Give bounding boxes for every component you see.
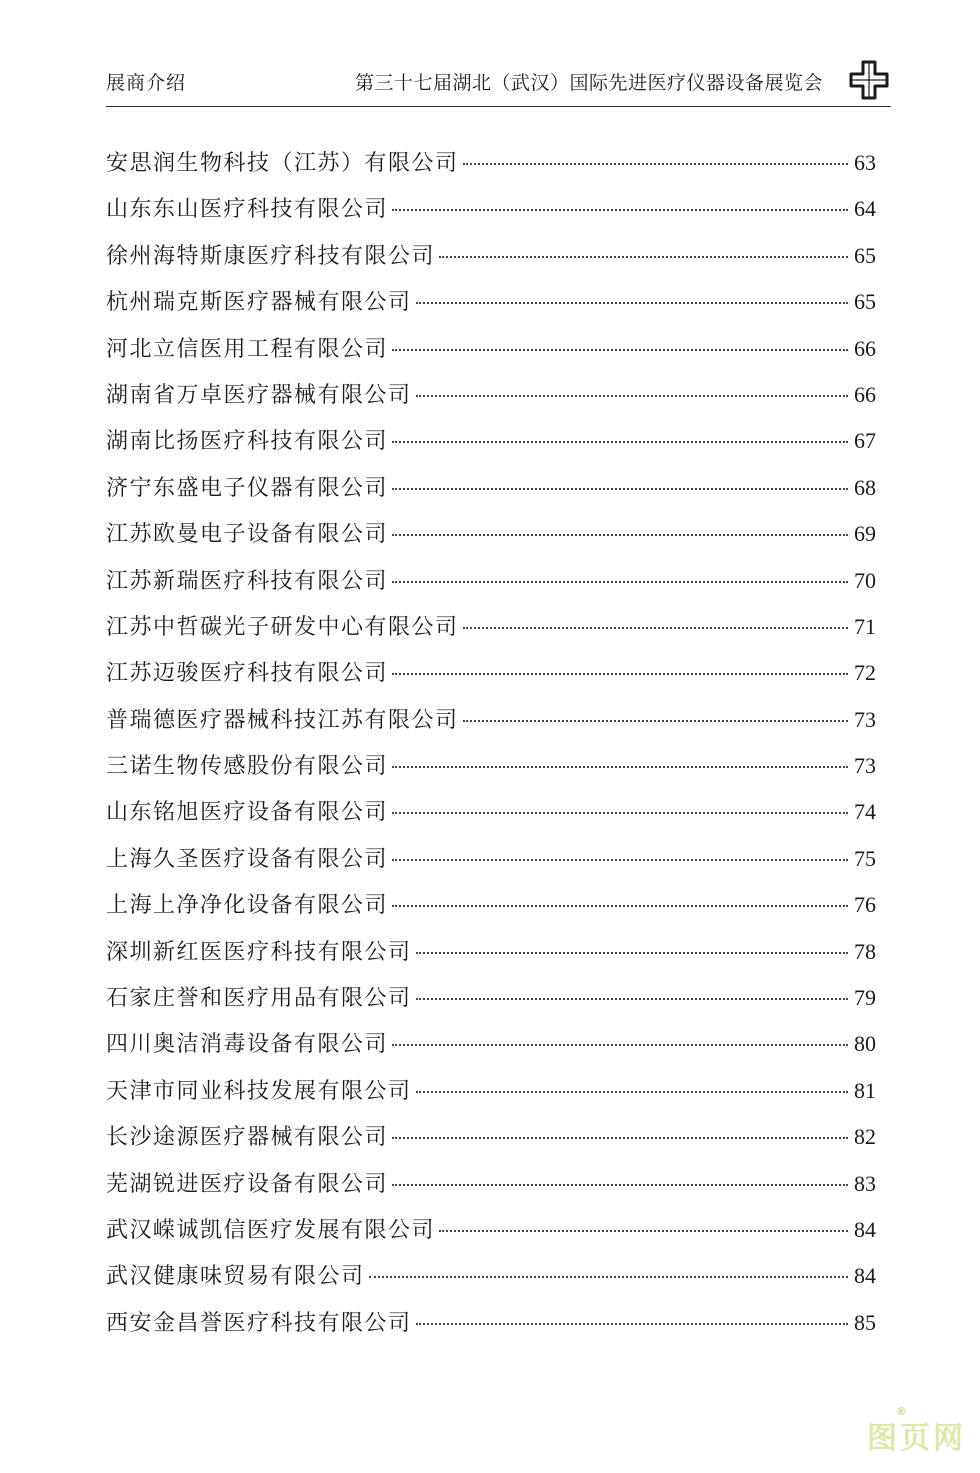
watermark-registered-mark: ® [896,1405,910,1418]
page-number: 65 [854,242,876,268]
toc-entry[interactable] [106,418,876,464]
toc-entry[interactable] [106,1161,876,1207]
dot-leader [392,1184,848,1186]
dot-leader [392,905,848,907]
company-name: 山东东山医疗科技有限公司 [106,197,389,223]
page-number: 84 [854,1216,876,1242]
page-number: 80 [854,1031,876,1057]
toc-entry[interactable] [106,511,876,557]
company-name: 武汉健康味贸易有限公司 [106,1264,365,1290]
page-number: 70 [854,567,876,593]
dot-leader [463,720,848,722]
page-number: 79 [854,985,876,1011]
page-number: 66 [854,335,876,361]
page-number: 81 [854,1077,876,1103]
page-number: 63 [854,150,876,175]
company-name: 河北立信医用工程有限公司 [106,336,389,362]
company-name: 天津市同业科技发展有限公司 [106,1078,412,1104]
toc-entry[interactable] [106,882,876,928]
toc-entry[interactable] [106,1021,876,1067]
toc-entry[interactable] [106,326,876,372]
company-name: 江苏欧曼电子设备有限公司 [106,522,389,548]
toc-entry[interactable] [106,929,876,975]
dot-leader [416,1323,848,1325]
page-number: 82 [854,1124,876,1150]
toc-entry[interactable] [106,650,876,696]
toc-entry[interactable] [106,1068,876,1114]
page-number: 83 [854,1170,876,1196]
toc-entry[interactable] [106,1207,876,1253]
toc-entry[interactable] [106,186,876,232]
toc-entry[interactable] [106,372,876,418]
dot-leader [392,441,848,443]
toc-entry[interactable] [106,743,876,789]
dot-leader [392,859,848,861]
company-name: 西安金昌誉医疗科技有限公司 [106,1310,412,1336]
exhibitor-toc-list [106,140,876,1346]
company-name: 山东铭旭医疗设备有限公司 [106,800,389,826]
company-name: 徐州海特斯康医疗科技有限公司 [106,243,436,269]
dot-leader [416,1091,848,1093]
section-title: 展商介绍 [106,72,187,94]
dot-leader [463,163,848,165]
page-number: 84 [854,1263,876,1289]
page-number: 73 [854,753,876,779]
page-number: 73 [854,706,876,732]
toc-entry[interactable] [106,1114,876,1160]
toc-entry[interactable] [106,604,876,650]
company-name: 四川奥洁消毒设备有限公司 [106,1032,389,1058]
dot-leader [392,673,848,675]
toc-entry[interactable] [106,465,876,511]
company-name: 江苏新瑞医疗科技有限公司 [106,568,389,594]
page-number: 71 [854,613,876,639]
dot-leader [392,1137,848,1139]
company-name: 深圳新红医医疗科技有限公司 [106,939,412,965]
company-name: 上海上净净化设备有限公司 [106,893,389,919]
dot-leader [369,1276,848,1278]
exhibition-logo-icon [847,58,891,102]
dot-leader [392,812,848,814]
toc-entry[interactable] [106,697,876,743]
page-number: 75 [854,845,876,871]
page-number: 64 [854,196,876,222]
company-name: 长沙途源医疗器械有限公司 [106,1125,389,1151]
dot-leader [416,395,848,397]
dot-leader [392,1044,848,1046]
watermark-text: 图页网 [867,1421,966,1456]
toc-entry[interactable] [106,836,876,882]
dot-leader [392,349,848,351]
dot-leader [463,627,848,629]
company-name: 江苏中哲碳光子研发中心有限公司 [106,614,459,640]
toc-entry[interactable] [106,558,876,604]
toc-entry[interactable] [106,279,876,325]
company-name: 石家庄誉和医疗用品有限公司 [106,986,412,1012]
dot-leader [392,209,848,211]
company-name: 湖南比扬医疗科技有限公司 [106,429,389,455]
page-number: 67 [854,428,876,454]
dot-leader [416,952,848,954]
company-name: 江苏迈骏医疗科技有限公司 [106,661,389,687]
company-name: 普瑞德医疗器械科技江苏有限公司 [106,707,459,733]
company-name: 安思润生物科技（江苏）有限公司 [106,151,459,176]
toc-entry[interactable] [106,233,876,279]
page-number: 65 [854,289,876,315]
watermark [867,1405,966,1457]
dot-leader [416,302,848,304]
page-header [106,58,891,107]
page-number: 74 [854,799,876,825]
page-number: 66 [854,381,876,407]
dot-leader [392,766,848,768]
page-number: 85 [854,1309,876,1335]
company-name: 三诺生物传感股份有限公司 [106,754,389,780]
toc-entry[interactable] [106,789,876,835]
company-name: 上海久圣医疗设备有限公司 [106,846,389,872]
dot-leader [439,256,848,258]
dot-leader [416,998,848,1000]
page-number: 78 [854,938,876,964]
toc-entry[interactable] [106,140,876,186]
dot-leader [392,581,848,583]
company-name: 杭州瑞克斯医疗器械有限公司 [106,290,412,316]
toc-entry[interactable] [106,1253,876,1299]
page-number: 69 [854,521,876,547]
page-number: 68 [854,474,876,500]
dot-leader [392,488,848,490]
page-number: 76 [854,892,876,918]
toc-entry[interactable] [106,1300,876,1346]
company-name: 芜湖锐进医疗设备有限公司 [106,1171,389,1197]
exhibition-title: 第三十七届湖北（武汉）国际先进医疗仪器设备展览会 [354,72,823,94]
dot-leader [439,1230,848,1232]
company-name: 济宁东盛电子仪器有限公司 [106,475,389,501]
page-number: 72 [854,660,876,686]
toc-entry[interactable] [106,975,876,1021]
dot-leader [392,534,848,536]
company-name: 武汉嵘诚凯信医疗发展有限公司 [106,1217,436,1243]
company-name: 湖南省万卓医疗器械有限公司 [106,382,412,408]
